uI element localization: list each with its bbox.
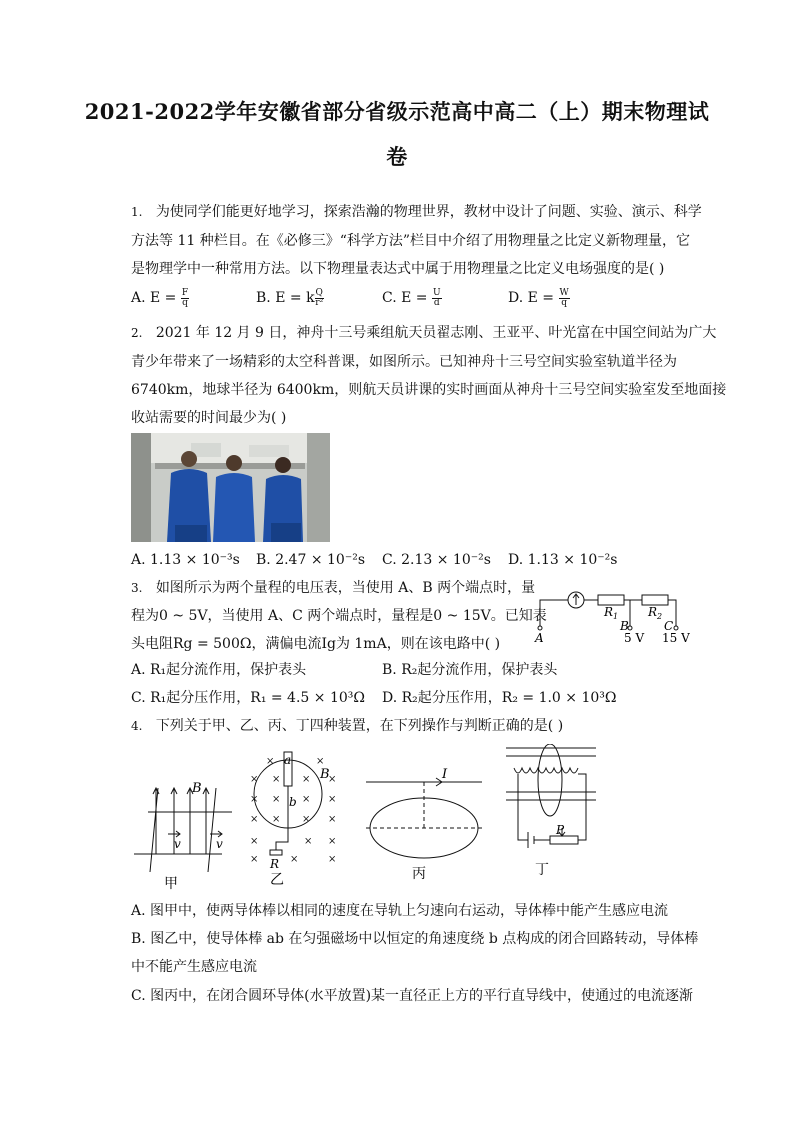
jia-v2-label: v	[216, 837, 223, 851]
svg-text:×: ×	[328, 774, 337, 785]
svg-text:×: ×	[302, 794, 311, 805]
q3-option-d[interactable]: D. R₂起分压作用，R₂ = 1.0 × 10³Ω	[382, 690, 617, 706]
q4-number: 4.	[131, 719, 143, 733]
r1-label: $R_1$	[604, 605, 619, 621]
ding-p-label: P	[556, 823, 565, 837]
ding-caption: 丁	[535, 862, 549, 878]
q1-option-a[interactable]: A. E = $\frac{F}{q}$	[131, 287, 189, 308]
svg-text:×: ×	[328, 854, 337, 865]
q3-line-2: 程为0 ~ 5V，当使用 A、C 两个端点时，量程是0 ~ 15V。已知表	[131, 608, 547, 624]
svg-text:×: ×	[250, 854, 259, 865]
svg-text:×: ×	[272, 774, 281, 785]
yi-r-label: R	[270, 857, 280, 871]
q2-line-1: 2. 2021 年 12 月 9 日，神舟十三号乘组航天员翟志刚、王亚平、叶光富在中国空间站为广大	[131, 325, 717, 341]
svg-text:×: ×	[328, 814, 337, 825]
yi-b-label: b	[289, 795, 297, 809]
astronauts-photo	[131, 433, 330, 542]
svg-text:×: ×	[250, 774, 259, 785]
svg-text:×: ×	[290, 854, 299, 865]
r2-label: $R_2$	[648, 605, 663, 621]
yi-a-label: a	[284, 753, 292, 767]
q1-line-2: 方法等 11 种栏目。在《必修三》“科学方法”栏目中介绍了用物理量之比定义新物理量，它	[131, 233, 691, 249]
svg-text:×: ×	[328, 836, 337, 847]
svg-text:×: ×	[250, 794, 259, 805]
q1-line-3: 是物理学中一种常用方法。以下物理量表达式中属于用物理量之比定义电场强度的是( )	[131, 261, 665, 277]
q2-option-c[interactable]: C. 2.13 × 10⁻²s	[382, 552, 491, 568]
jia-v1-label: v	[174, 837, 181, 851]
svg-text:×: ×	[304, 836, 313, 847]
terminal-a-label: A	[535, 631, 544, 645]
q1-option-b[interactable]: B. E = k $\frac{Q}{\text{r²}}$	[256, 287, 324, 308]
yi-caption: 乙	[270, 872, 284, 888]
bing-caption: 丙	[412, 866, 426, 882]
voltmeter-circuit-diagram	[530, 586, 700, 646]
svg-text:×: ×	[302, 774, 311, 785]
q1-option-c[interactable]: C. E = $\frac{U}{d}$	[382, 287, 441, 308]
q4-option-b-continued: 中不能产生感应电流	[131, 959, 257, 975]
svg-text:×: ×	[250, 814, 259, 825]
page-title-continued: 卷	[386, 144, 408, 169]
q2-line-3: 6740km，地球半径为 6400km，则航天员讲课的实时画面从神舟十三号空间实验室发至地面接	[131, 382, 727, 398]
q4-option-b[interactable]: B. 图乙中，使导体棒 ab 在匀强磁场中以恒定的角速度绕 b 点构成的闭合回路转动，导体棒	[131, 931, 699, 947]
svg-text:×: ×	[250, 836, 259, 847]
15v-label: 15 V	[662, 631, 690, 645]
q4-line-1: 4. 下列关于甲、乙、丙、丁四种装置，在下列操作与判断正确的是( )	[131, 718, 564, 734]
bing-i-label: I	[442, 767, 448, 782]
q2-line-2: 青少年带来了一场精彩的太空科普课，如图所示。已知神舟十三号空间实验室轨道半径为	[131, 354, 677, 370]
q3-number: 3.	[131, 581, 143, 595]
q3-option-c[interactable]: C. R₁起分压作用，R₁ = 4.5 × 10³Ω	[131, 690, 365, 706]
svg-text:×: ×	[328, 794, 337, 805]
svg-text:×: ×	[302, 814, 311, 825]
jia-caption: 甲	[164, 876, 178, 890]
svg-text:×: ×	[272, 814, 281, 825]
terminal-c-label: C	[664, 619, 674, 633]
q3-option-b[interactable]: B. R₂起分流作用，保护表头	[382, 662, 558, 678]
q3-line-1: 3. 如图所示为两个量程的电压表，当使用 A、B 两个端点时，量	[131, 580, 536, 596]
yi-field-label: B	[320, 767, 330, 782]
q1-number: 1.	[131, 205, 143, 219]
q1-line-1: 1. 为使同学们能更好地学习，探索浩瀚的物理世界，教材中设计了问题、实验、演示、科学	[131, 204, 702, 220]
q2-option-d[interactable]: D. 1.13 × 10⁻²s	[508, 552, 618, 568]
svg-text:×: ×	[272, 794, 281, 805]
q2-line-4: 收站需要的时间最少为( )	[131, 410, 287, 426]
q3-option-a[interactable]: A. R₁起分流作用，保护表头	[131, 662, 307, 678]
q4-figures	[130, 744, 610, 890]
q3-line-3: 头电阻Rg = 500Ω，满偏电流Ig为 1mA，则在该电路中( )	[131, 636, 501, 652]
q2-option-b[interactable]: B. 2.47 × 10⁻²s	[256, 552, 366, 568]
terminal-b-label: B	[620, 619, 629, 633]
jia-b-label: B	[192, 781, 202, 796]
page-title: 2021-2022学年安徽省部分省级示范高中高二（上）期末物理试	[84, 99, 710, 124]
q4-option-c[interactable]: C. 图丙中，在闭合圆环导体(水平放置)某一直径正上方的平行直导线中，使通过的电流逐渐	[131, 988, 694, 1004]
svg-text:×: ×	[316, 756, 325, 767]
q2-option-a[interactable]: A. 1.13 × 10⁻³s	[131, 552, 240, 568]
q2-number: 2.	[131, 326, 143, 340]
5v-label: 5 V	[624, 631, 645, 645]
q4-option-a[interactable]: A. 图甲中，使两导体棒以相同的速度在导轨上匀速向右运动，导体棒中能产生感应电流	[131, 903, 669, 919]
q1-option-d[interactable]: D. E = $\frac{W}{q}$	[508, 287, 569, 308]
svg-text:×: ×	[266, 756, 275, 767]
